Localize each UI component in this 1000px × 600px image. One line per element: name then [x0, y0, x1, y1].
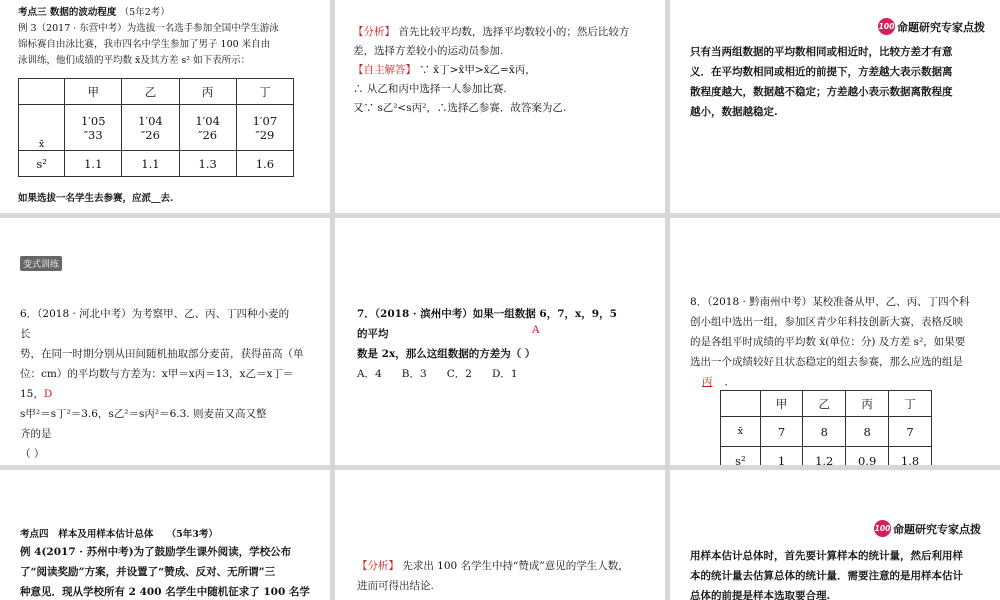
question-line: 齐的是: [20, 428, 52, 440]
panel-example-3: [0, 0, 330, 213]
variant-training-tag: 变式训练: [20, 256, 62, 271]
question-line: 8．（2018 · 黔南州中考）某校准备从甲、乙、丙、丁四个科: [690, 296, 970, 308]
table-cell: 1.6: [236, 151, 293, 177]
tip-line: 用样本估计总体时，首先要计算样本的统计量，然后利用样: [690, 550, 963, 562]
mean-label-cell: x̄: [721, 417, 761, 447]
analysis-line: 【分析】 首先比较平均数，选择平均数较小的；然后比较方: [353, 26, 630, 38]
question-line: 选出一个成绩较好且状态稳定的组去参赛，那么应选的组是: [690, 356, 963, 368]
expert-badge: [878, 18, 985, 35]
table-cell: 1.8: [889, 447, 932, 466]
table-header-cell: 丙: [179, 79, 236, 105]
table-cell: 1′05 ″33: [65, 105, 122, 151]
table-cell: 8: [846, 417, 889, 447]
tip-line: 义．在平均数相同或相近的前提下，方差越大表示数据离: [690, 66, 953, 78]
table-cell: 1.2: [803, 447, 846, 466]
variance-label-cell: s²: [19, 151, 65, 177]
panel-expert-tip-1: [670, 0, 1000, 213]
question-text: 如果选拔一名学生去参赛，应派__去.: [18, 193, 174, 204]
table-cell: 8: [803, 417, 846, 447]
analysis-line: 【分析】 先求出 100 名学生中持“赞成”意见的学生人数，: [357, 560, 629, 572]
table-cell: 7: [889, 417, 932, 447]
question-line: s甲²＝s丁²＝3.6，s乙²＝s丙²＝6.3. 则麦苗又高又整: [20, 408, 267, 420]
table-cell: 1.1: [122, 151, 179, 177]
table-cell: 1′04 ″26: [122, 105, 179, 151]
example-line: 种意见．现从学校所有 2 400 名学生中随机征求了 100 名学: [20, 586, 310, 598]
table-header-cell: 丁: [889, 391, 932, 417]
example-line: 锦标赛自由泳比赛，我市四名中学生参加了男子 100 米自由: [18, 39, 271, 50]
solution-line: ∴ 从乙和丙中选择一人参加比赛.: [353, 83, 507, 95]
table-header-cell: 乙: [803, 391, 846, 417]
solution-label: 【自主解答】: [353, 64, 416, 76]
analysis-label: 【分析】: [353, 26, 395, 38]
table-header-cell: 甲: [760, 391, 803, 417]
tip-line: 只有当两组数据的平均数相同或相近时，比较方差才有意: [690, 46, 953, 58]
question-line: 势，在同一时期分别从田间随机抽取部分麦苗，获得苗高（单: [20, 348, 304, 360]
table-cell: 1: [760, 447, 803, 466]
answer-options: A．4 B．3 C．2 D．1: [357, 368, 518, 380]
answer-mark: 丙: [702, 376, 713, 388]
panel-exercise-7: [335, 218, 665, 465]
solution-line: 又∵ s乙²<s丙²，∴选择乙参赛．故答案为乙.: [353, 102, 567, 114]
example-line: 例 4(2017 · 苏州中考)为了鼓励学生课外阅读，学校公布: [20, 546, 292, 558]
question-line: 的平均: [357, 328, 389, 340]
question-line: 6．（2018 · 河北中考）为考察甲、乙、丙、丁四种小麦的: [20, 308, 290, 320]
hundred-logo-icon: 100: [874, 520, 891, 537]
table-header-cell: 甲: [65, 79, 122, 105]
analysis-line: 进而可得出结论.: [357, 580, 434, 592]
panel-exercise-6: [0, 218, 330, 465]
question-line: 7．（2018 · 滨州中考）如果一组数据 6，7，x，9，5: [357, 308, 617, 320]
expert-badge: [874, 520, 981, 537]
table-header-cell: [19, 79, 65, 105]
tip-line: 越小，数据越稳定.: [690, 106, 778, 118]
panel-exercise-8: [670, 218, 1000, 465]
analysis-line: 差，选择方差较小的运动员参加.: [353, 45, 504, 57]
table-cell: 7: [760, 417, 803, 447]
table-header-cell: 丁: [236, 79, 293, 105]
hundred-logo-icon: 100: [878, 18, 895, 35]
tip-line: 散程度越大，数据越不稳定；方差越小表示数据离散程度: [690, 86, 953, 98]
table-header-cell: 乙: [122, 79, 179, 105]
example-line: 了“阅读奖励”方案，并设置了“赞成、反对、无所谓”三: [20, 566, 276, 578]
answer-blank: （ ）: [20, 448, 45, 460]
table-cell: 1.3: [179, 151, 236, 177]
example-line: 泳训练，他们成绩的平均数 x̄及其方差 s² 如下表所示：: [18, 55, 251, 66]
panel-example-4: [0, 470, 330, 600]
section-heading: 考点四 样本及用样本估计总体 （5年3考）: [20, 529, 218, 540]
badge-title: 命题研究专家点拨: [897, 20, 985, 34]
analysis-label: 【分析】: [357, 560, 399, 572]
science-group-table: [720, 390, 932, 465]
answer-mark: A: [532, 324, 540, 336]
table-cell: 1′07 ″29: [236, 105, 293, 151]
example-line: 例 3（2017 · 东营中考）为选拔一名选手参加全国中学生游泳: [18, 23, 279, 34]
question-line: 长: [20, 328, 31, 340]
solution-line: 【自主解答】 ∵ x̄丁>x̄甲>x̄乙=x̄丙，: [353, 64, 536, 76]
question-line: 的是各组平时成绩的平均数 x̄(单位：分) 及方差 s²，如果要: [690, 336, 966, 348]
table-cell: 1.1: [65, 151, 122, 177]
answer-mark: D: [43, 388, 53, 400]
table-header-cell: [721, 391, 761, 417]
question-line: 15，D: [20, 388, 53, 400]
table-cell: 1′04 ″26: [179, 105, 236, 151]
table-header-cell: 丙: [846, 391, 889, 417]
tip-line: 总体的前提是样本选取要合理.: [690, 590, 831, 600]
tip-line: 本的统计量去估算总体的统计量．需要注意的是用样本估计: [690, 570, 963, 582]
answer-line: 丙 ．: [690, 374, 735, 389]
table-cell: 0.9: [846, 447, 889, 466]
panel-analysis-4: [335, 470, 665, 600]
section-heading: 考点三 数据的波动程度 （5年2考）: [18, 7, 170, 18]
variance-label-cell: s²: [721, 447, 761, 466]
question-line: 位：cm）的平均数与方差为：x甲＝x丙＝13，x乙＝x丁＝: [20, 368, 294, 380]
badge-title: 命题研究专家点拨: [893, 522, 981, 536]
swim-data-table: [18, 78, 294, 177]
panel-analysis-3: [335, 0, 665, 213]
panel-expert-tip-2: [670, 470, 1000, 600]
question-line: 数是 2x，那么这组数据的方差为（ ）: [357, 348, 536, 360]
question-line: 创小组中选出一组，参加区青少年科技创新大赛，表格反映: [690, 316, 963, 328]
mean-label-cell: x̄: [19, 105, 65, 151]
